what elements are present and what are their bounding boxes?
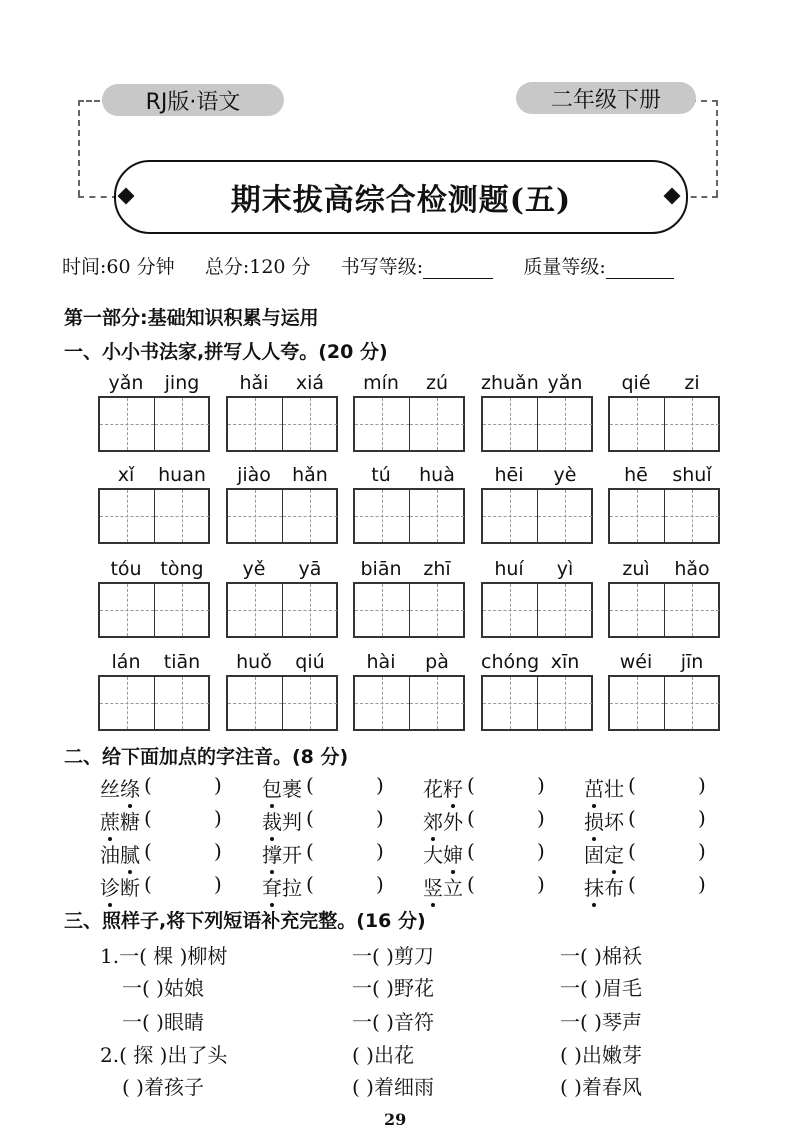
tianzige-cell[interactable] — [100, 584, 155, 636]
pinyin-syllable: yì — [556, 558, 574, 580]
tianzige-writing-box[interactable] — [481, 396, 593, 452]
word-char: 丝 — [100, 777, 120, 801]
pinyin-syllable: huí — [494, 558, 524, 580]
pinyin-syllable: zhī — [423, 558, 451, 580]
dotted-word — [262, 872, 302, 901]
word-char: 茁 — [584, 777, 604, 801]
pinyin-syllable: jing — [164, 372, 200, 394]
phrase-item[interactable]: ( )出花 — [352, 1043, 414, 1067]
phrase-item[interactable]: 一( )剪刀 — [352, 944, 434, 968]
answer-paren-open[interactable]: ( — [628, 872, 636, 896]
pinyin-syllable: pà — [425, 651, 449, 673]
tianzige-writing-box[interactable] — [353, 582, 465, 638]
header-dash-left-bottom — [78, 196, 118, 198]
tianzige-writing-box[interactable] — [481, 488, 593, 544]
tianzige-cell[interactable] — [483, 584, 538, 636]
dotted-word — [423, 773, 463, 802]
pinyin-syllable: yǎn — [547, 372, 583, 394]
q3-heading: 三、照样子,将下列短语补充完整。(16 分) — [64, 910, 426, 932]
phrase-item[interactable]: 一( )眼睛 — [122, 1010, 204, 1034]
pinyin-syllable: yě — [242, 558, 266, 580]
pinyin-syllable: jiào — [237, 464, 271, 486]
phrase-item[interactable]: 一( )野花 — [352, 976, 434, 1000]
word-char: 籽 — [443, 777, 463, 801]
answer-paren-open[interactable]: ( — [306, 773, 314, 797]
pinyin-syllable: hēi — [494, 464, 524, 486]
word-char: 定 — [604, 843, 624, 867]
tianzige-writing-box[interactable] — [353, 396, 465, 452]
answer-paren-open[interactable]: ( — [628, 806, 636, 830]
phrase-item[interactable]: 一( )音符 — [352, 1010, 434, 1034]
pinyin-syllable: hē — [624, 464, 648, 486]
tianzige-cell[interactable] — [228, 677, 283, 729]
pinyin-syllable: mín — [363, 372, 399, 394]
phrase-item[interactable]: ( )着孩子 — [122, 1075, 204, 1099]
answer-paren-close[interactable]: ) — [698, 806, 706, 830]
tianzige-cell[interactable] — [355, 584, 410, 636]
word-char: 竖 — [423, 876, 443, 900]
pinyin-syllable: tòng — [160, 558, 204, 580]
phrase-item[interactable]: ( )着春风 — [560, 1075, 642, 1099]
tianzige-cell[interactable] — [665, 677, 719, 729]
phrase-item[interactable]: 一( )姑娘 — [122, 976, 204, 1000]
dotted-word — [584, 839, 624, 868]
answer-paren-close[interactable]: ) — [214, 872, 222, 896]
tianzige-cell[interactable] — [283, 584, 337, 636]
tianzige-cell[interactable] — [100, 677, 155, 729]
tianzige-cell[interactable] — [610, 398, 665, 450]
pinyin-syllable: biān — [360, 558, 402, 580]
word-char: 腻 — [120, 843, 140, 867]
pinyin-syllable: xiá — [295, 372, 325, 394]
pinyin-syllable: chóng — [481, 651, 540, 673]
answer-paren-close[interactable]: ) — [376, 773, 384, 797]
dotted-word — [423, 872, 463, 901]
tianzige-cell[interactable] — [100, 398, 155, 450]
answer-paren-close[interactable]: ) — [537, 773, 545, 797]
tianzige-writing-box[interactable] — [608, 582, 720, 638]
tianzige-writing-box[interactable] — [226, 582, 338, 638]
pinyin-syllable: wéi — [619, 651, 653, 673]
tianzige-cell[interactable] — [155, 677, 209, 729]
answer-paren-close[interactable]: ) — [214, 773, 222, 797]
answer-paren-open[interactable]: ( — [467, 872, 475, 896]
tianzige-cell[interactable] — [665, 584, 719, 636]
tianzige-cell[interactable] — [228, 398, 283, 450]
tianzige-cell[interactable] — [483, 677, 538, 729]
word-char: 坏 — [604, 810, 624, 834]
tianzige-cell[interactable] — [483, 398, 538, 450]
answer-paren-open[interactable]: ( — [144, 839, 152, 863]
pinyin-syllable: jīn — [680, 651, 704, 673]
word-char: 判 — [282, 810, 302, 834]
tianzige-writing-box[interactable] — [98, 488, 210, 544]
tianzige-cell[interactable] — [228, 584, 283, 636]
word-char: 绦 — [120, 777, 140, 801]
dotted-word — [584, 773, 624, 802]
tianzige-writing-box[interactable] — [98, 582, 210, 638]
tianzige-cell[interactable] — [155, 584, 209, 636]
writing-grade-label: 书写等级: — [340, 256, 424, 278]
answer-paren-open[interactable]: ( — [144, 806, 152, 830]
tianzige-writing-box[interactable] — [226, 675, 338, 731]
dotted-word — [423, 806, 463, 835]
pinyin-syllable: tóu — [110, 558, 142, 580]
word-char: 花 — [423, 777, 443, 801]
q2-heading: 二、给下面加点的字注音。(8 分) — [64, 746, 349, 768]
tianzige-cell[interactable] — [610, 584, 665, 636]
word-char: 诊 — [100, 876, 120, 900]
title-frame — [114, 160, 688, 234]
word-char: 立 — [443, 876, 463, 900]
tianzige-writing-box[interactable] — [608, 396, 720, 452]
header-dash-right-vertical — [716, 100, 718, 196]
pinyin-syllable: zhuǎn — [481, 372, 539, 394]
tianzige-cell[interactable] — [100, 490, 155, 542]
answer-paren-close[interactable]: ) — [214, 806, 222, 830]
answer-paren-close[interactable]: ) — [698, 773, 706, 797]
quality-grade-blank[interactable] — [606, 256, 674, 279]
pinyin-syllable: yè — [553, 464, 577, 486]
tianzige-cell[interactable] — [538, 398, 592, 450]
answer-paren-open[interactable]: ( — [306, 839, 314, 863]
tianzige-writing-box[interactable] — [481, 675, 593, 731]
tianzige-cell[interactable] — [538, 490, 592, 542]
tianzige-writing-box[interactable] — [226, 488, 338, 544]
tianzige-writing-box[interactable] — [226, 396, 338, 452]
dotted-word — [100, 872, 140, 901]
answer-paren-open[interactable]: ( — [144, 872, 152, 896]
phrase-item[interactable]: ( )出嫩芽 — [560, 1043, 642, 1067]
total-score: 总分:120 分 — [204, 256, 311, 278]
dotted-word — [584, 872, 624, 901]
word-char: 开 — [282, 843, 302, 867]
pinyin-syllable: hǎi — [239, 372, 269, 394]
dotted-word — [100, 806, 140, 835]
pinyin-syllable: hài — [366, 651, 396, 673]
dotted-word — [262, 806, 302, 835]
pinyin-syllable: tiān — [163, 651, 201, 673]
tianzige-cell[interactable] — [410, 398, 464, 450]
pinyin-syllable: lán — [111, 651, 141, 673]
tianzige-cell[interactable] — [355, 398, 410, 450]
header-dash-left-vertical — [78, 100, 80, 196]
pinyin-syllable: tú — [371, 464, 391, 486]
pinyin-syllable: xǐ — [117, 464, 135, 486]
edition-badge — [102, 84, 284, 116]
page-title: 期末拔高综合检测题(五) — [230, 183, 572, 218]
dotted-word — [100, 773, 140, 802]
dotted-word — [584, 806, 624, 835]
tianzige-cell[interactable] — [283, 398, 337, 450]
tianzige-cell[interactable] — [410, 490, 464, 542]
quality-grade-label: 质量等级: — [523, 256, 606, 278]
answer-paren-close[interactable]: ) — [537, 839, 545, 863]
pinyin-syllable: zú — [425, 372, 448, 394]
pinyin-syllable: hǎo — [674, 558, 710, 580]
phrase-item[interactable]: 2.( 探 )出了头 — [100, 1043, 228, 1067]
tianzige-cell[interactable] — [538, 677, 592, 729]
answer-paren-close[interactable]: ) — [698, 872, 706, 896]
word-char: 抹 — [584, 876, 604, 900]
answer-paren-close[interactable]: ) — [214, 839, 222, 863]
tianzige-cell[interactable] — [483, 490, 538, 542]
pinyin-syllable: hǎn — [292, 464, 328, 486]
answer-paren-close[interactable]: ) — [376, 806, 384, 830]
phrase-item[interactable]: ( )着细雨 — [352, 1075, 434, 1099]
word-char: 外 — [443, 810, 463, 834]
word-char: 拉 — [282, 876, 302, 900]
answer-paren-close[interactable]: ) — [376, 872, 384, 896]
phrase-item[interactable]: 一( )棉袄 — [560, 944, 642, 968]
dotted-word — [423, 839, 463, 868]
q1-heading: 一、小小书法家,拼写人人夸。(20 分) — [64, 341, 388, 363]
tianzige-writing-box[interactable] — [98, 396, 210, 452]
answer-paren-close[interactable]: ) — [698, 839, 706, 863]
pinyin-syllable: zuì — [622, 558, 650, 580]
tianzige-cell[interactable] — [665, 398, 719, 450]
word-char: 婶 — [443, 843, 463, 867]
grade-label: 二年级下册 — [550, 87, 661, 113]
part1-heading: 第一部分:基础知识积累与运用 — [64, 307, 319, 329]
tianzige-cell[interactable] — [355, 490, 410, 542]
word-char: 裁 — [262, 810, 282, 834]
word-char: 断 — [120, 876, 140, 900]
pinyin-syllable: shuǐ — [672, 464, 712, 486]
answer-paren-close[interactable]: ) — [376, 839, 384, 863]
word-char: 郊 — [423, 810, 443, 834]
pinyin-syllable: zi — [684, 372, 700, 394]
word-char: 壮 — [604, 777, 624, 801]
answer-paren-open[interactable]: ( — [306, 806, 314, 830]
answer-paren-open[interactable]: ( — [144, 773, 152, 797]
tianzige-cell[interactable] — [228, 490, 283, 542]
grade-badge — [516, 82, 696, 114]
tianzige-cell[interactable] — [155, 398, 209, 450]
phrase-item[interactable]: 1.一( 棵 )柳树 — [100, 944, 228, 968]
answer-paren-open[interactable]: ( — [467, 806, 475, 830]
dotted-word — [262, 773, 302, 802]
writing-grade-blank[interactable] — [423, 256, 493, 279]
phrase-item[interactable]: 一( )眉毛 — [560, 976, 642, 1000]
tianzige-writing-box[interactable] — [98, 675, 210, 731]
phrase-item[interactable]: 一( )琴声 — [560, 1010, 642, 1034]
time-limit: 时间:60 分钟 — [62, 256, 175, 278]
answer-paren-open[interactable]: ( — [628, 773, 636, 797]
word-char: 撑 — [262, 843, 282, 867]
tianzige-writing-box[interactable] — [608, 675, 720, 731]
word-char: 糖 — [120, 810, 140, 834]
word-char: 固 — [584, 843, 604, 867]
edition-label: RJ版·语文 — [145, 89, 241, 115]
word-char: 布 — [604, 876, 624, 900]
pinyin-syllable: huǒ — [236, 651, 272, 673]
word-char: 裹 — [282, 777, 302, 801]
tianzige-cell[interactable] — [155, 490, 209, 542]
answer-paren-open[interactable]: ( — [467, 839, 475, 863]
tianzige-cell[interactable] — [610, 490, 665, 542]
pinyin-syllable: huan — [158, 464, 206, 486]
pinyin-syllable: yā — [298, 558, 322, 580]
exam-info — [62, 252, 674, 279]
tianzige-cell[interactable] — [410, 677, 464, 729]
word-char: 耷 — [262, 876, 282, 900]
tianzige-cell[interactable] — [283, 677, 337, 729]
tianzige-writing-box[interactable] — [353, 675, 465, 731]
pinyin-syllable: xīn — [550, 651, 580, 673]
word-char: 损 — [584, 810, 604, 834]
answer-paren-open[interactable]: ( — [306, 872, 314, 896]
pinyin-syllable: qiú — [295, 651, 325, 673]
pinyin-syllable: yǎn — [108, 372, 144, 394]
tianzige-cell[interactable] — [538, 584, 592, 636]
word-char: 大 — [423, 843, 443, 867]
pinyin-syllable: huà — [419, 464, 455, 486]
word-char: 油 — [100, 843, 120, 867]
dotted-word — [262, 839, 302, 868]
page-number: 29 — [384, 1110, 407, 1129]
tianzige-cell[interactable] — [410, 584, 464, 636]
answer-paren-close[interactable]: ) — [537, 806, 545, 830]
tianzige-writing-box[interactable] — [481, 582, 593, 638]
tianzige-writing-box[interactable] — [608, 488, 720, 544]
tianzige-cell[interactable] — [610, 677, 665, 729]
answer-paren-close[interactable]: ) — [537, 872, 545, 896]
tianzige-writing-box[interactable] — [353, 488, 465, 544]
tianzige-cell[interactable] — [355, 677, 410, 729]
word-char: 蔗 — [100, 810, 120, 834]
answer-paren-open[interactable]: ( — [628, 839, 636, 863]
tianzige-cell[interactable] — [665, 490, 719, 542]
answer-paren-open[interactable]: ( — [467, 773, 475, 797]
tianzige-cell[interactable] — [283, 490, 337, 542]
word-char: 包 — [262, 777, 282, 801]
dotted-word — [100, 839, 140, 868]
pinyin-syllable: qié — [621, 372, 651, 394]
